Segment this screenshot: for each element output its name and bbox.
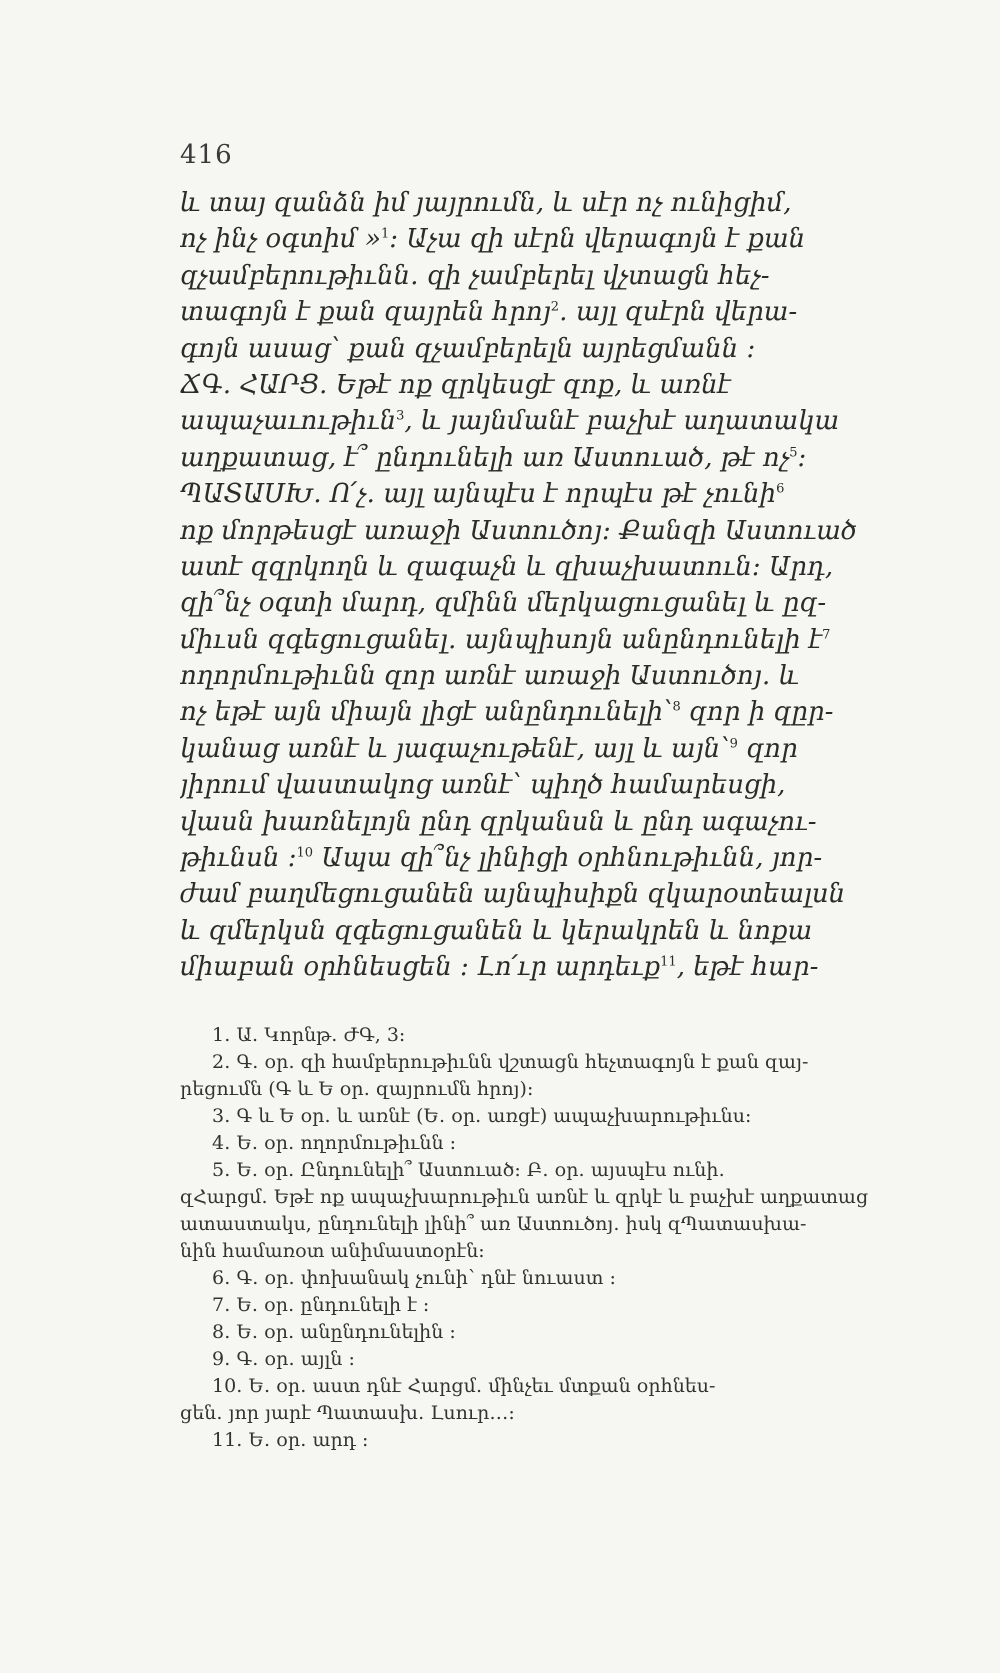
footnote-line: 8․ Ե․ օր․ անընդունելին ։ bbox=[212, 1321, 456, 1343]
body-line bbox=[180, 694, 900, 730]
body-text bbox=[180, 185, 900, 986]
body-line bbox=[180, 513, 900, 549]
body-line-text: Ապա զի՞նչ լինիցի օրհնութիւնն, յոր- bbox=[313, 843, 823, 874]
body-line bbox=[180, 585, 900, 621]
body-line-text: ոչ ինչ օգտիմ » bbox=[180, 224, 381, 255]
body-line bbox=[180, 876, 900, 912]
body-line-text: գոյն ասաց՝ քան զչամբերելն այրեցմանն ։ bbox=[180, 333, 756, 364]
body-line-text: ատէ զզրկողն և զագաչն և զխաչխատուն։ Արդ, bbox=[180, 551, 834, 582]
body-line-text: և զմերկսն զգեցուցանեն և կերակրեն և նոքա bbox=[180, 915, 813, 946]
footnote-line: 2․ Գ․ օր․ զի համբերութիւնն վշտացն հեչտագոյն է քան զայ- bbox=[212, 1051, 809, 1073]
footnote-marker: 8 bbox=[672, 699, 681, 715]
footnote-marker: 2 bbox=[550, 299, 560, 315]
body-line bbox=[180, 403, 900, 439]
footnote-line: զՀարցմ․ Եթէ ոք ապաչխարութիւն առնէ և զրկէ և բաչխէ աղքատաց bbox=[180, 1186, 869, 1208]
footnote-line: րեցումն (Գ և Ե օր․ զայրումն հրոյ)։ bbox=[180, 1078, 534, 1100]
footnotes bbox=[180, 1022, 900, 1454]
body-line-text: զչամբերութիւնն․ զի չամբերել վչտացն հեչ- bbox=[180, 260, 770, 291]
body-line bbox=[180, 294, 900, 330]
body-line-text: , եթէ հար- bbox=[676, 952, 819, 983]
body-line-text: կանաց առնէ և յագաչութենէ, այլ և այն՝ bbox=[180, 733, 730, 764]
body-line-text: ողորմութիւնն զոր առնէ առաջի Աստուծոյ․ և bbox=[180, 661, 800, 692]
footnote-line: 11․ Ե․ օր․ արդ ։ bbox=[212, 1429, 369, 1451]
page-number: 416 bbox=[180, 140, 233, 170]
footnote-line: 7․ Ե․ օր․ ընդունելի է ։ bbox=[212, 1294, 430, 1316]
body-line bbox=[180, 622, 900, 658]
footnote-line: 1․ Ա․ Կորնթ․ ԺԳ, 3։ bbox=[212, 1024, 406, 1046]
footnote-line: 6․ Գ․ օր․ փոխանակ չունի՝ դնէ նուաստ ։ bbox=[212, 1267, 616, 1289]
body-line-text: , և յայնմանէ բաչխէ աղատակա bbox=[404, 406, 840, 437]
body-line-text: տագոյն է քան զայրեն հրոյ bbox=[180, 297, 551, 328]
body-line bbox=[180, 331, 900, 367]
body-line-text: թիւնսն ։ bbox=[180, 843, 297, 874]
body-line bbox=[180, 658, 900, 694]
footnote-marker: 1 bbox=[380, 226, 390, 242]
footnote-line: ատաստակս, ընդունելի լինի՞ առ Աստուծոյ․ իսկ զՊատասխա- bbox=[180, 1213, 807, 1235]
body-line-text: զոր bbox=[737, 733, 798, 764]
body-line bbox=[180, 804, 900, 840]
footnote-marker: 10 bbox=[296, 845, 314, 861]
body-line-text: վասն խառնելոյն ընդ զրկանսն և ընդ ագաչու- bbox=[180, 806, 817, 837]
footnote-marker: 11 bbox=[660, 954, 677, 970]
footnote-line: 4․ Ե․ օր․ ողորմութիւնն ։ bbox=[212, 1132, 457, 1154]
body-line-text: ․ այլ զսէրն վերա- bbox=[559, 297, 798, 328]
footnote-line: 9․ Գ․ օր․ այլն ։ bbox=[212, 1348, 356, 1370]
footnote-marker: 6 bbox=[776, 481, 785, 497]
body-line bbox=[180, 440, 900, 476]
body-line bbox=[180, 367, 900, 403]
footnote-marker: 5 bbox=[789, 445, 798, 461]
footnote-line: 5․ Ե․ օր․ Ընդունելի՞ Աստուած։ Բ․ օր․ այսպէս ունի․ bbox=[212, 1159, 725, 1181]
body-line-text: աղքատաց, է՞ ընդունելի առ Աստուած, թէ ոչ bbox=[180, 442, 790, 473]
footnote-marker: 7 bbox=[822, 627, 831, 643]
body-line bbox=[180, 185, 900, 221]
body-line-text: ։ Աչա զի սէրն վերագոյն է քան bbox=[389, 224, 806, 255]
footnote-marker: 9 bbox=[729, 736, 738, 752]
body-line-text: զի՞նչ օգտի մարդ, զմինն մերկացուցանել և ըզ- bbox=[180, 588, 827, 619]
footnote-line: 10․ Ե․ օր․ աստ դնէ Հարցմ․ մինչեւ մտքան օրհնես- bbox=[212, 1375, 716, 1397]
body-line-text: յիրում վաստակոց առնէ՝ պիղծ համարեսցի, bbox=[180, 770, 786, 801]
body-line bbox=[180, 221, 900, 257]
footnote-line: ցեն․ յոր յարէ Պատասխ․ Լսուր․․․։ bbox=[180, 1402, 515, 1424]
body-line-text: և տայ զանձն իմ յայրումն, և սէր ոչ ունիցիմ, bbox=[180, 188, 792, 218]
body-line-text: ՃԳ․ ՀԱՐՑ․ Եթէ ոք զրկեսցէ զոք, և առնէ bbox=[180, 369, 731, 400]
body-line-text: միաբան օրհնեսցեն ։ Լո՛ւր արդեւք bbox=[180, 952, 661, 983]
body-line bbox=[180, 949, 900, 985]
body-line-text: ապաչաւութիւն bbox=[180, 406, 397, 437]
body-line-text: ոք մորթեսցէ առաջի Աստուծոյ։ Քանզի Աստուած bbox=[180, 515, 857, 546]
body-line-text: ։ bbox=[797, 442, 807, 473]
body-line bbox=[180, 476, 900, 512]
body-line-text: ՊԱՏԱՍԽ․ Ո՛չ․ այլ այնպէս է որպէս թէ չունի bbox=[180, 479, 777, 510]
body-line-text: զոր ի զըր- bbox=[680, 697, 834, 728]
body-line bbox=[180, 731, 900, 767]
body-line-text: միւսն զգեցուցանել․ այնպիսոյն անընդունելի է bbox=[180, 624, 823, 655]
footnote-line: նին համառօտ անիմաստօրէն։ bbox=[180, 1240, 485, 1262]
body-line bbox=[180, 913, 900, 949]
body-line bbox=[180, 258, 900, 294]
body-line-text: ոչ եթէ այն միայն լիցէ անընդունելի՝ bbox=[180, 697, 673, 728]
body-line-text: ժամ բաղմեցուցանեն այնպիսիքն զկարօտեալսն bbox=[180, 879, 846, 910]
footnote-line: 3․ Գ և Ե օր․ և առնէ (Ե․ օր․ առցէ) ապաչխարութիւնս։ bbox=[212, 1105, 752, 1127]
body-line bbox=[180, 549, 900, 585]
body-line bbox=[180, 767, 900, 803]
body-line bbox=[180, 840, 900, 876]
footnote-marker: 3 bbox=[396, 408, 405, 424]
